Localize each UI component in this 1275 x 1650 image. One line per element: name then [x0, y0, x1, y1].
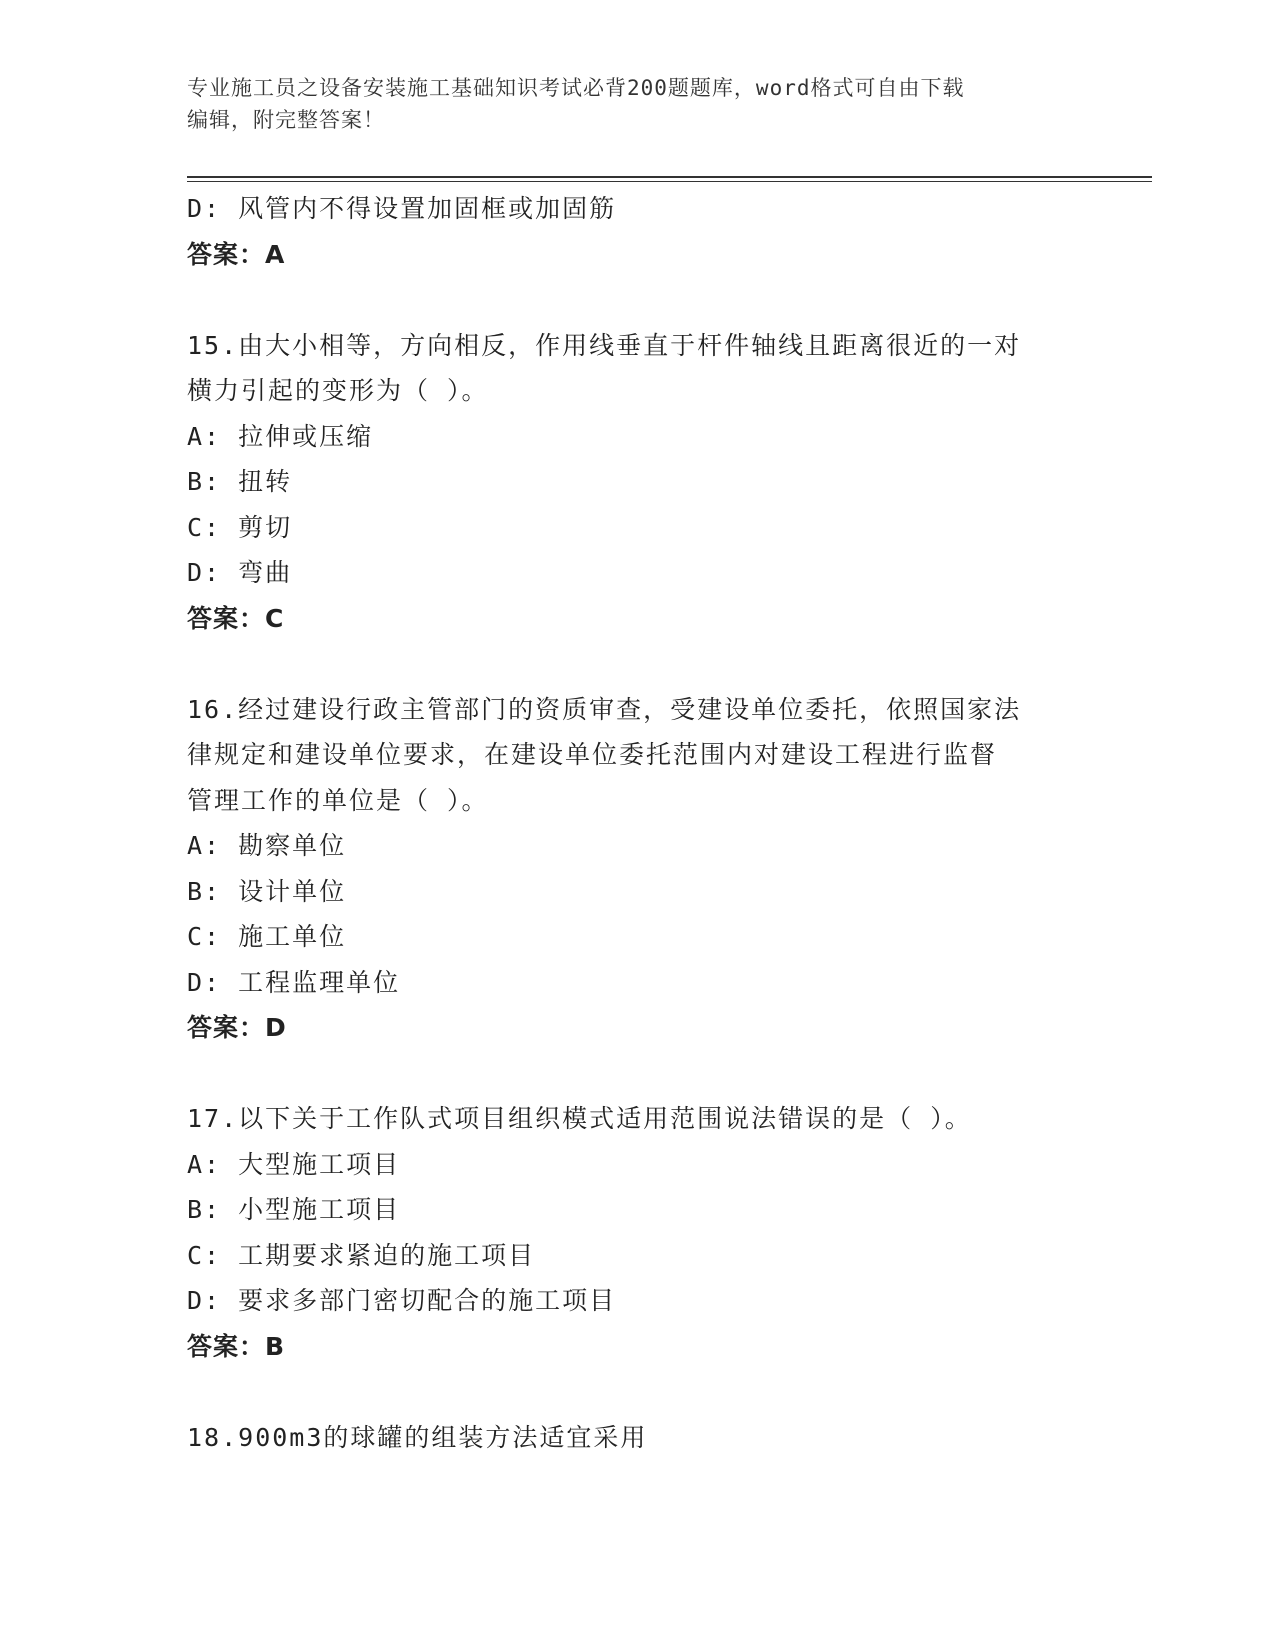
prev-question-answer: 答案：A: [187, 239, 286, 269]
question-16-stem-line-2: 律规定和建设单位要求，在建设单位委托范围内对建设工程进行监督: [187, 740, 998, 769]
spacer: [187, 277, 1087, 323]
question-17-stem-line-1: 17.以下关于工作队式项目组织模式适用范围说法错误的是（ ）。: [187, 1104, 972, 1133]
header-divider-thin: [187, 181, 1152, 182]
spacer: [187, 1051, 1087, 1097]
question-15: [187, 323, 1087, 642]
question-15-stem-line-2: 横力引起的变形为（ ）。: [187, 376, 489, 405]
question-16-option-d: D: 工程监理单位: [187, 967, 401, 997]
spacer: [187, 641, 1087, 687]
question-17-answer: 答案：B: [187, 1331, 286, 1361]
question-16-stem-line-3: 管理工作的单位是（ ）。: [187, 785, 489, 815]
question-16-stem-line-1: 16.经过建设行政主管部门的资质审查，受建设单位委托，依照国家法: [187, 694, 1022, 724]
question-15-answer: 答案：C: [187, 603, 285, 633]
document-body: [187, 186, 1087, 1460]
question-15-option-c: C: 剪切: [187, 512, 293, 542]
question-17-option-a: A: 大型施工项目: [187, 1149, 401, 1179]
question-17: [187, 1096, 1087, 1369]
header-line-1: 专业施工员之设备安装施工基础知识考试必背200题题库，word格式可自由下载: [187, 76, 965, 100]
question-17-option-c: C: 工期要求紧迫的施工项目: [187, 1240, 536, 1270]
question-18-stem-line-1: 18.900m3的球罐的组装方法适宜采用: [187, 1422, 648, 1452]
question-16-option-b: B: 设计单位: [187, 876, 347, 906]
question-16-answer: 答案：D: [187, 1013, 287, 1042]
prev-question-option-d: D: 风管内不得设置加固框或加固筋: [187, 194, 617, 223]
question-17-option-b: B: 小型施工项目: [187, 1195, 401, 1224]
question-16-option-a: A: 勘察单位: [187, 831, 347, 860]
document-header: [187, 72, 1067, 136]
spacer: [187, 1369, 1087, 1415]
header-divider-thick: [187, 176, 1152, 178]
question-15-option-a: A: 拉伸或压缩: [187, 421, 374, 451]
header-line-2: 编辑，附完整答案！: [187, 108, 385, 132]
question-17-option-d: D: 要求多部门密切配合的施工项目: [187, 1286, 617, 1315]
question-15-option-b: B: 扭转: [187, 467, 293, 496]
question-16: [187, 687, 1087, 1051]
question-18: [187, 1415, 1087, 1461]
question-15-option-d: D: 弯曲: [187, 558, 293, 587]
question-16-option-c: C: 施工单位: [187, 922, 347, 951]
question-15-stem-line-1: 15.由大小相等，方向相反，作用线垂直于杆件轴线且距离很近的一对: [187, 330, 1022, 360]
